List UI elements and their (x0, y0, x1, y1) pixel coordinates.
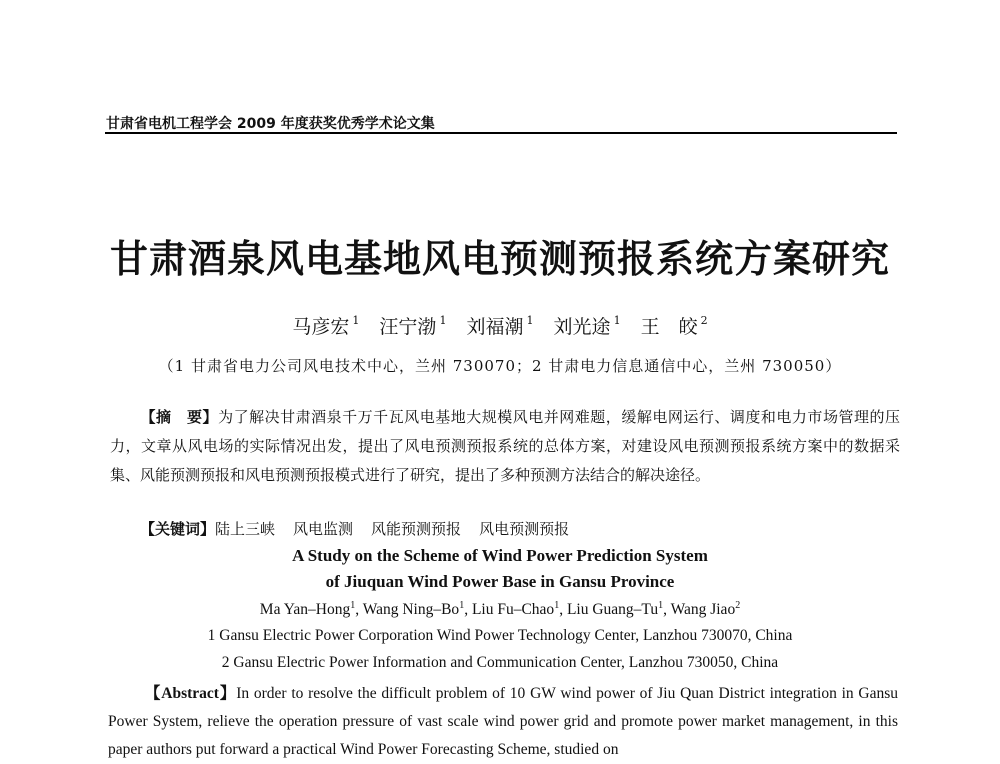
keyword: 陆上三峡 (215, 520, 276, 538)
keywords-label: 【关键词】 (140, 520, 216, 538)
running-header: 甘肃省电机工程学会 2009 年度获奖优秀学术论文集 (106, 116, 435, 132)
keywords-cn (140, 518, 569, 539)
abstract-cn-text: 为了解决甘肃酒泉千万千瓦风电基地大规模风电并网难题，缓解电网运行、调度和电力市场管理的压力，文章从风电场的实际情况出发，提出了风电预测预报系统的总体方案，对建设风电预测预报系统方案中的数据采集、风能预测预报和风电预测预报模式进行了研究，提出了多种预测方法结合的解决途径。 (110, 408, 900, 484)
abstract-en-text: In order to resolve the difficult problem of 10 GW wind power of Jiu Quan District integration in Gansu Power System, relieve the operation pressure of vast scale wind power grid and promote power market management, in this paper authors put forward a practical Wind Power Forecasting Scheme, studied on (108, 685, 898, 758)
abstract-cn (110, 403, 900, 490)
author-list-cn (0, 312, 1000, 339)
abstract-cn-label: 【摘 要】 (140, 408, 219, 426)
paper-title-cn: 甘肃酒泉风电基地风电预测预报系统方案研究 (109, 236, 890, 281)
author: 汪宁渤 $^1$ (379, 313, 447, 338)
paper-title-en-line1: A Study on the Scheme of Wind Power Prediction System (292, 546, 708, 565)
abstract-en (108, 680, 898, 764)
affiliation-en-1: 1 Gansu Electric Power Corporation Wind Power Technology Center, Lanzhou 730070, China (207, 627, 793, 644)
keyword: 风电预测预报 (479, 520, 570, 538)
author: 马彦宏 $^1$ (292, 313, 360, 338)
header-rule (105, 132, 897, 134)
affiliations-cn: （1 甘肃省电力公司风电技术中心，兰州 730070；2 甘肃电力信息通信中心，兰州 730050） (158, 357, 842, 375)
keyword: 风电监测 (293, 520, 354, 538)
author-list-en: Ma Yan–Hong$^1$, Wang Ning–Bo$^1$, Liu Fu–Chao$^1$, Liu Guang–Tu$^1$, Wang Jiao$^2$ (259, 600, 741, 619)
author: 刘光途 $^1$ (553, 313, 621, 338)
author: 王 皎 $^2$ (640, 313, 708, 338)
author: 刘福潮 $^1$ (466, 313, 534, 338)
paper-title-en-line2: of Jiuquan Wind Power Base in Gansu Province (325, 572, 675, 591)
affiliation-en-2: 2 Gansu Electric Power Information and Communication Center, Lanzhou 730050, China (221, 654, 779, 671)
keyword: 风能预测预报 (371, 520, 462, 538)
abstract-en-label: 【Abstract】 (144, 685, 237, 702)
